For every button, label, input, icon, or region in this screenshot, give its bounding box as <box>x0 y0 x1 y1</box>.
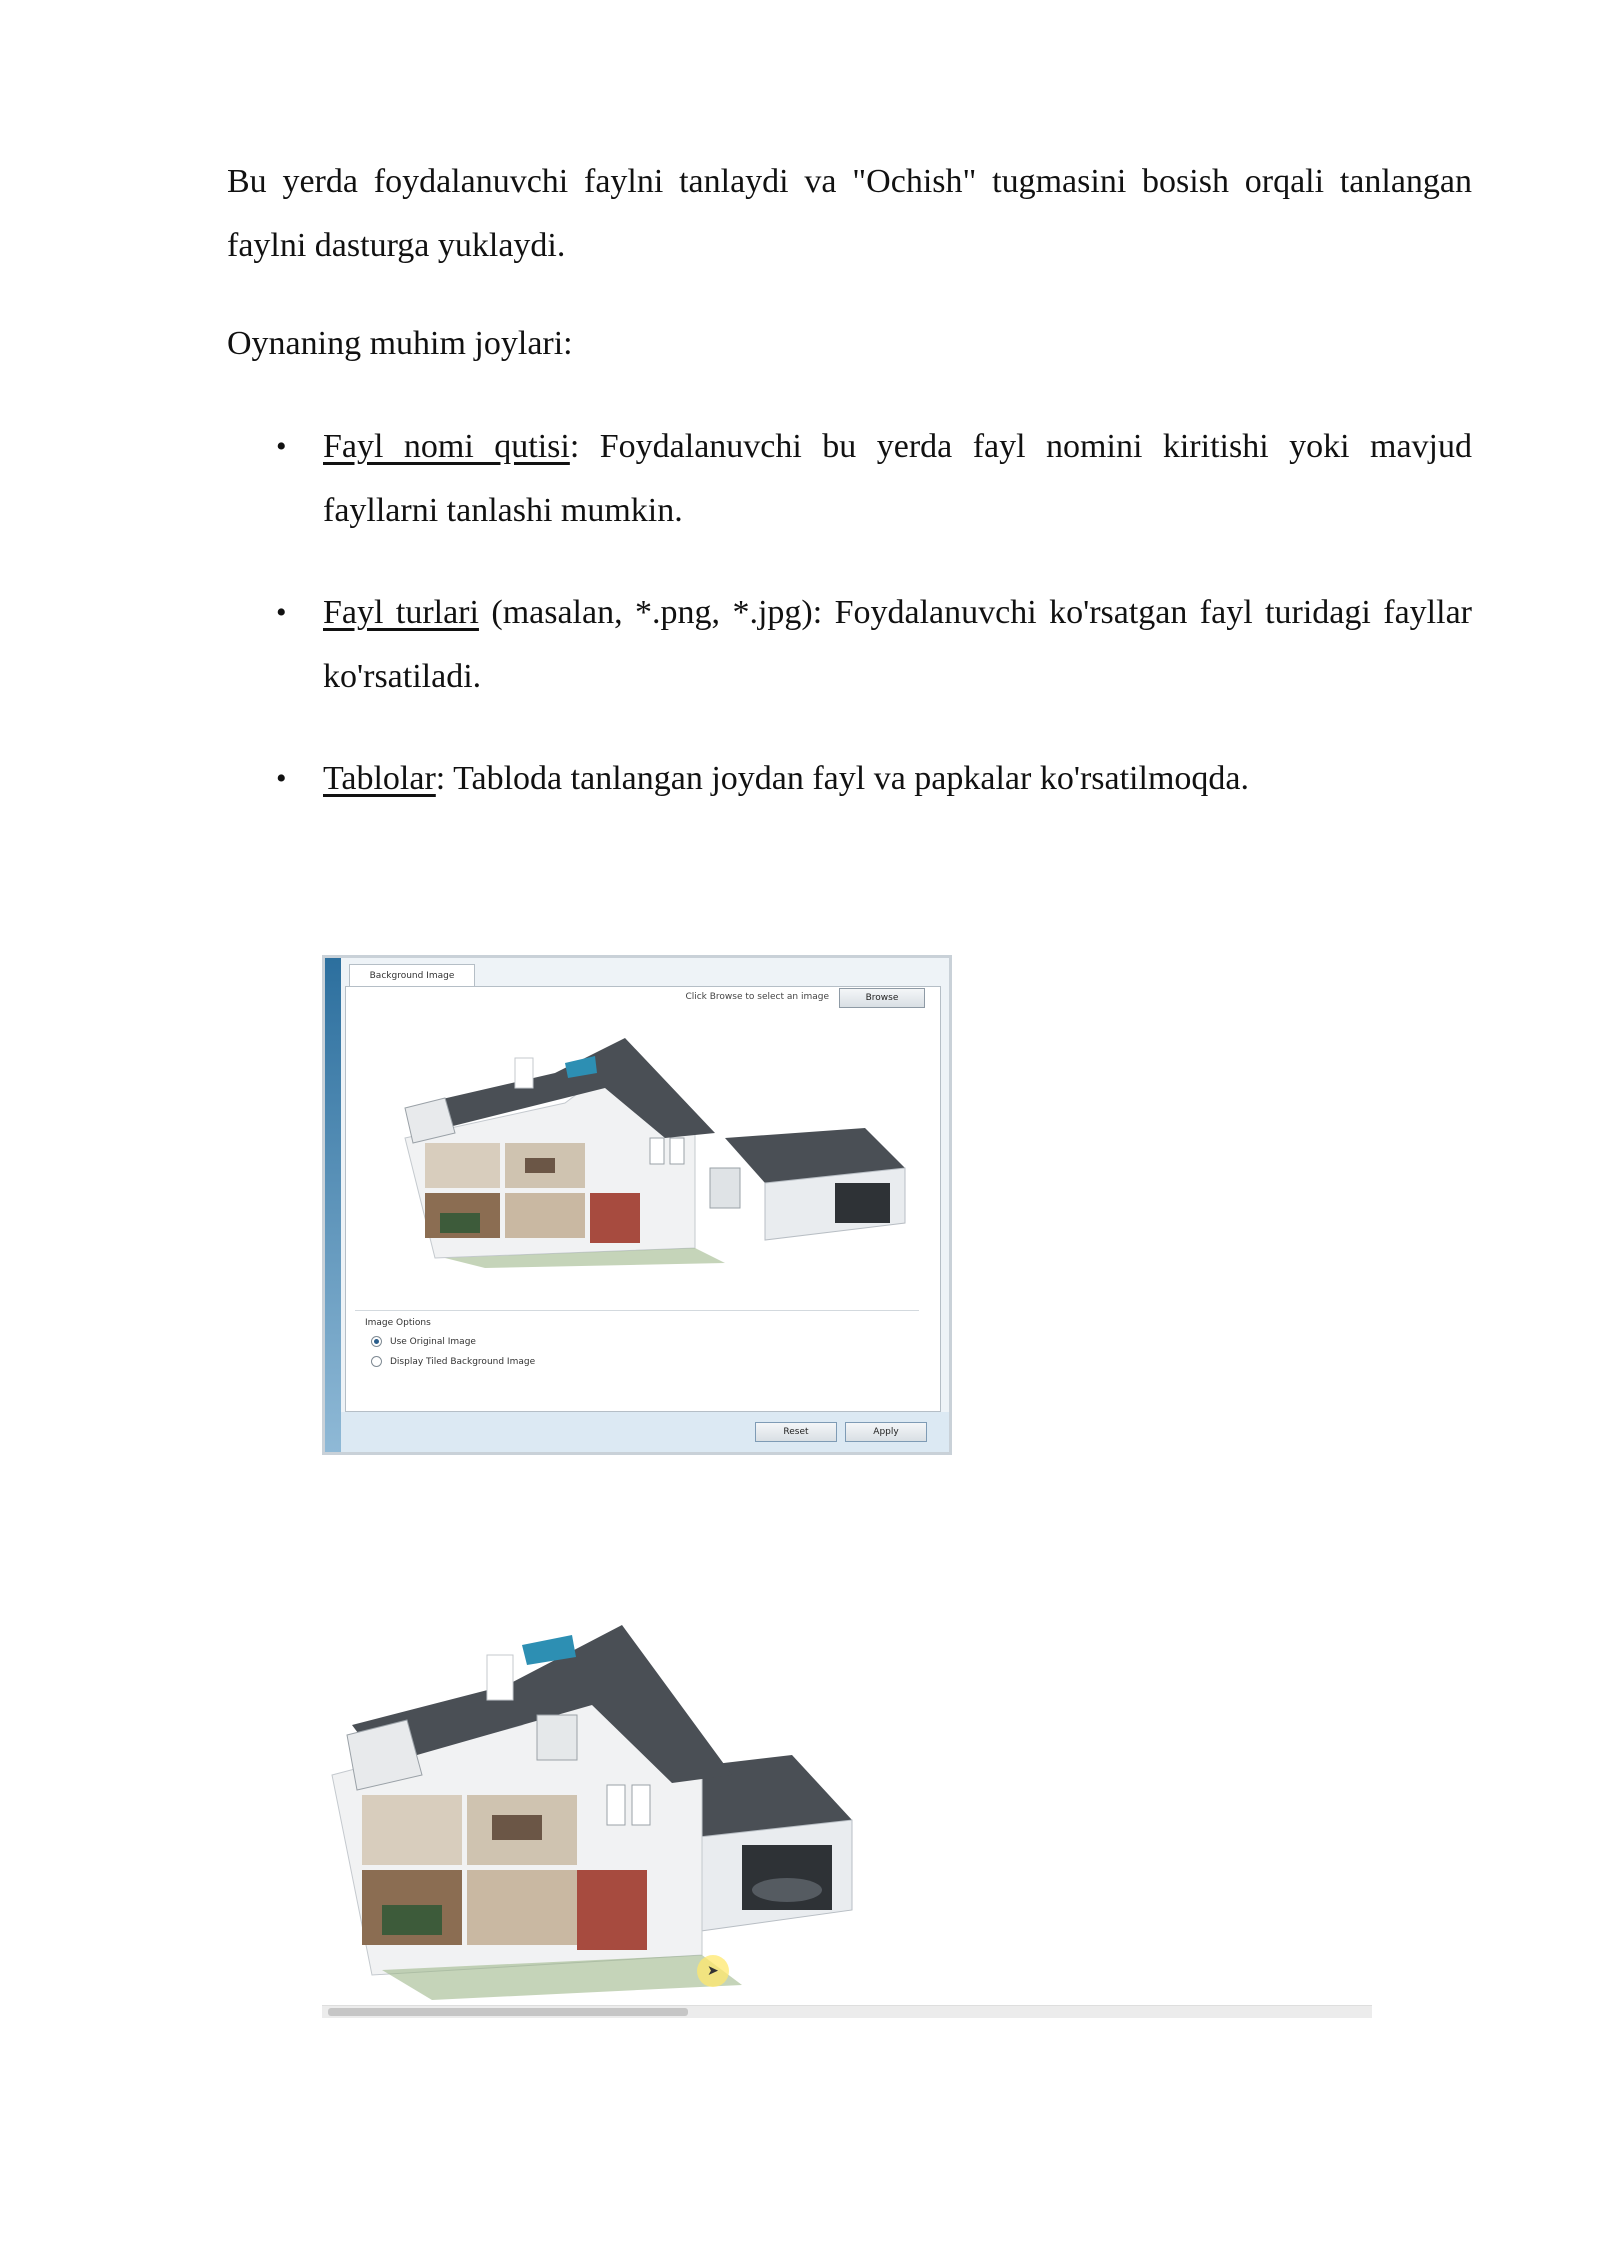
bullet-text: : Foydalanuvchi bu yerda fayl nomini kiritishi yoki mavjud fayllarni tanlashi mumkin. <box>323 428 1472 529</box>
house-cutaway-icon <box>322 1605 882 2005</box>
bullet-term: Fayl turlari <box>323 594 479 631</box>
list-item <box>276 415 1472 543</box>
image-options-title: Image Options <box>365 1318 431 1328</box>
browse-hint: Click Browse to select an image <box>685 992 829 1002</box>
bullet-icon: • <box>276 430 287 463</box>
horizontal-scrollbar[interactable] <box>322 2005 1372 2018</box>
intro-paragraph: Bu yerda foydalanuvchi faylni tanlaydi va "Ochish" tugmasini bosish orqali tanlangan faylni dasturga yuklaydi. <box>227 163 1472 264</box>
reset-button[interactable]: Reset <box>755 1422 837 1442</box>
radio-icon[interactable] <box>371 1356 382 1367</box>
image-preview <box>322 1605 1372 2025</box>
house-illustration <box>365 1018 925 1268</box>
option-label: Use Original Image <box>390 1337 476 1347</box>
bullet-icon: • <box>276 762 287 795</box>
bullet-text: (masalan, *.png, *.jpg): Foydalanuvchi ko'rsatgan fayl turidagi fayllar ko'rsatiladi. <box>323 594 1472 695</box>
option-label: Display Tiled Background Image <box>390 1357 536 1367</box>
list-item <box>276 747 1472 811</box>
background-image-dialog <box>322 955 952 1455</box>
list-item <box>276 581 1472 709</box>
house-illustration <box>322 1605 882 2005</box>
bullet-icon: • <box>276 596 287 629</box>
house-cutaway-icon <box>365 1018 925 1268</box>
scrollbar-thumb[interactable] <box>328 2008 688 2016</box>
divider <box>355 1310 919 1311</box>
section-heading: Oynaning muhim joylari: <box>227 325 573 362</box>
radio-selected-icon[interactable] <box>371 1336 382 1347</box>
apply-button[interactable]: Apply <box>845 1422 927 1442</box>
mouse-pointer-icon: ➤ <box>707 1963 719 1979</box>
option-display-tiled[interactable] <box>371 1356 535 1367</box>
tab-background-image[interactable]: Background Image <box>349 964 475 987</box>
bullet-text: : Tabloda tanlangan joydan fayl va papkalar ko'rsatilmoqda. <box>435 760 1249 797</box>
option-use-original[interactable] <box>371 1336 476 1347</box>
bullet-term: Fayl nomi qutisi <box>323 428 570 465</box>
window-edge <box>325 958 341 1452</box>
bullet-term: Tablolar <box>323 760 436 797</box>
browse-button[interactable]: Browse <box>839 988 925 1008</box>
